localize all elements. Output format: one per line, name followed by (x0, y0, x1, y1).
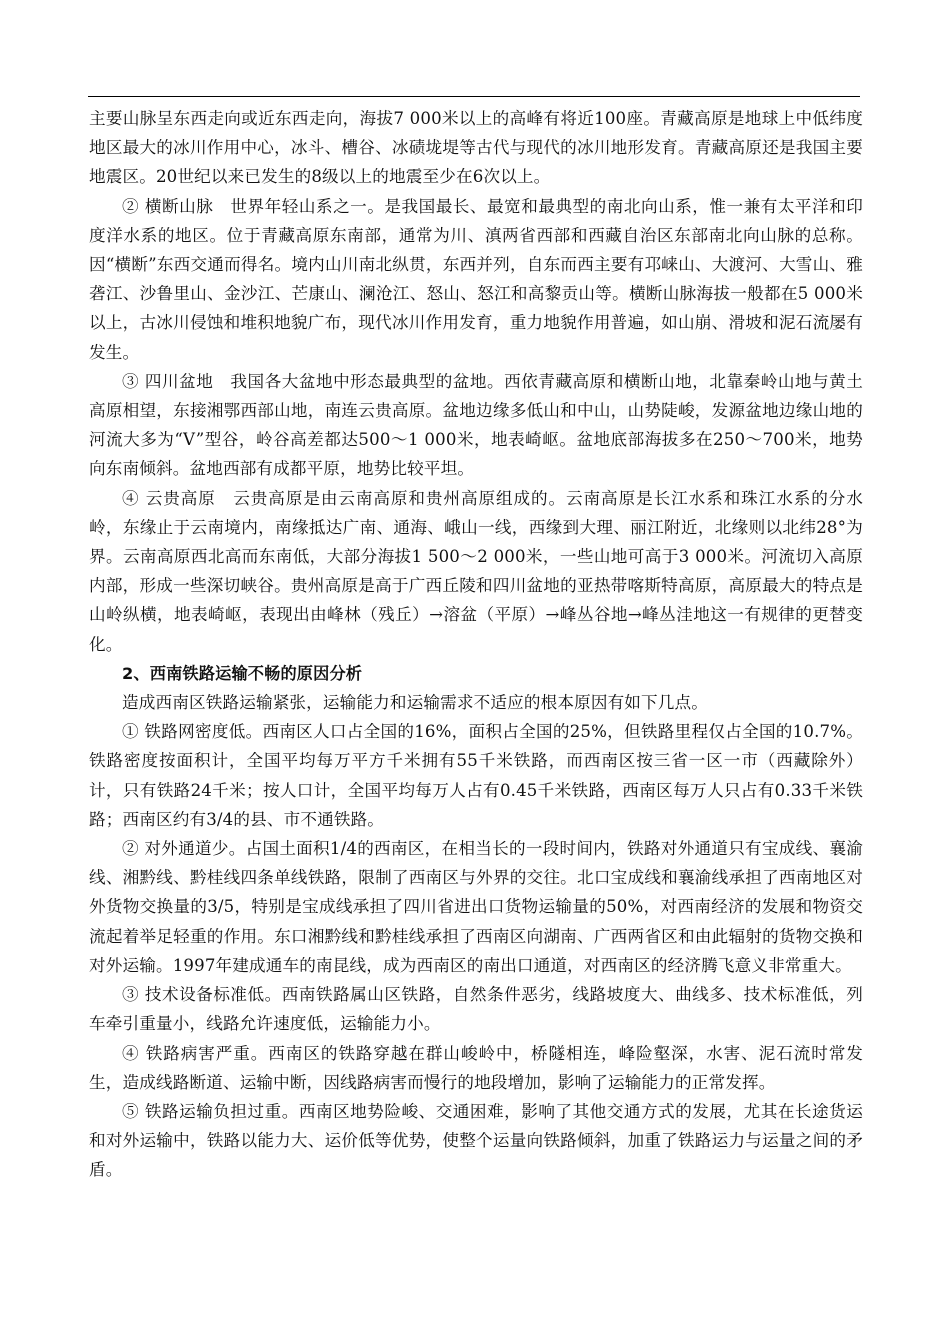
section-heading: 2、西南铁路运输不畅的原因分析 (122, 663, 363, 683)
paragraph-reason-2: ② 对外通道少。占国土面积1/4的西南区，在相当长的一段时间内，铁路对外通道只有宝成线、襄渝线、湘黔线、黔桂线四条单线铁路，限制了西南区与外界的交往。北口宝成线和襄渝线承担了西南地区对外货物交换量的3/5，特别是宝成线承担了四川省进出口货物运输量的50%，对西南经济的发展和物资交流起着举足轻重的作用。东口湘黔线和黔桂线承担了西南区向湖南、广西两省区和由此辐射的货物交换和对外运输。1997年建成通车的南昆线，成为西南区的南出口通道，对西南区的经济腾飞意义非常重大。 (89, 839, 863, 975)
paragraph-reason-3: ③ 技术设备标准低。西南铁路属山区铁路，自然条件恶劣，线路坡度大、曲线多、技术标准低，列车牵引重量小，线路允许速度低，运输能力小。 (89, 985, 863, 1034)
paragraph-sichuan-basin: ③ 四川盆地 我国各大盆地中形态最典型的盆地。西依青藏高原和横断山地，北靠秦岭山地与黄土高原相望，东接湘鄂西部山地，南连云贵高原。盆地边缘多低山和中山，山势陡峻，发源盆地边缘山地的河流大多为“V”型谷，岭谷高差都达500～1 000米，地表崎岖。盆地底部海拔多在250～700米，地势向东南倾斜。盆地西部有成都平原，地势比较平坦。 (89, 371, 863, 479)
document-body (89, 104, 863, 1185)
paragraph-qinghai-tibet-continued: 主要山脉呈东西走向或近东西走向，海拔7 000米以上的高峰有将近100座。青藏高原是地球上中低纬度地区最大的冰川作用中心，冰斗、槽谷、冰碛垅堤等古代与现代的冰川地形发育。青藏高原还是我国主要地震区。20世纪以来已发生的8级以上的地震至少在6次以上。 (89, 109, 863, 187)
header-rule (88, 96, 860, 97)
paragraph-reason-5: ⑤ 铁路运输负担过重。西南区地势险峻、交通困难，影响了其他交通方式的发展，尤其在长途货运和对外运输中，铁路以能力大、运价低等优势，使整个运量向铁路倾斜，加重了铁路运力与运量之间的矛盾。 (89, 1101, 863, 1180)
paragraph-reason-4: ④ 铁路病害严重。西南区的铁路穿越在群山峻岭中，桥隧相连，峰险壑深，水害、泥石流时常发生，造成线路断道、运输中断，因线路病害而慢行的地段增加，影响了运输能力的正常发挥。 (89, 1043, 863, 1092)
paragraph-hengduan-mountains: ② 横断山脉 世界年轻山系之一。是我国最长、最宽和最典型的南北向山系，惟一兼有太平洋和印度洋水系的地区。位于青藏高原东南部，通常为川、滇两省西部和西藏自治区东部南北向山脉的总称。因“横断”东西交通而得名。境内山川南北纵贯，东西并列，自东而西主要有邛崃山、大渡河、大雪山、雅砻江、沙鲁里山、金沙江、芒康山、澜沧江、怒山、怒江和高黎贡山等。横断山脉海拔一般都在5 000米以上，古冰川侵蚀和堆积地貌广布，现代冰川作用发育，重力地貌作用普遍，如山崩、滑坡和泥石流屡有发生。 (89, 196, 863, 362)
paragraph-yungui-plateau: ④ 云贵高原 云贵高原是由云南高原和贵州高原组成的。云南高原是长江水系和珠江水系的分水岭，东缘止于云南境内，南缘抵达广南、通海、峨山一线，西缘到大理、丽江附近，北缘则以北纬28°为界。云南高原西北高而东南低，大部分海拔1 500～2 000米，一些山地可高于3 000米。河流切入高原内部，形成一些深切峡谷。贵州高原是高于广西丘陵和四川盆地的亚热带喀斯特高原，高原最大的特点是山岭纵横，地表崎岖，表现出由峰林（残丘）→溶盆（平原）→峰丛谷地→峰丛洼地这一有规律的更替变化。 (89, 488, 863, 654)
paragraph-reason-1: ① 铁路网密度低。西南区人口占全国的16%，面积占全国的25%，但铁路里程仅占全国的10.7%。铁路密度按面积计，全国平均每万平方千米拥有55千米铁路，而西南区按三省一区一市（西藏除外）计，只有铁路24千米；按人口计，全国平均每万人占有0.45千米铁路，西南区每万人只占有0.33千米铁路；西南区约有3/4的县、市不通铁路。 (89, 722, 863, 829)
paragraph-intro: 造成西南区铁路运输紧张，运输能力和运输需求不适应的根本原因有如下几点。 (122, 693, 709, 713)
